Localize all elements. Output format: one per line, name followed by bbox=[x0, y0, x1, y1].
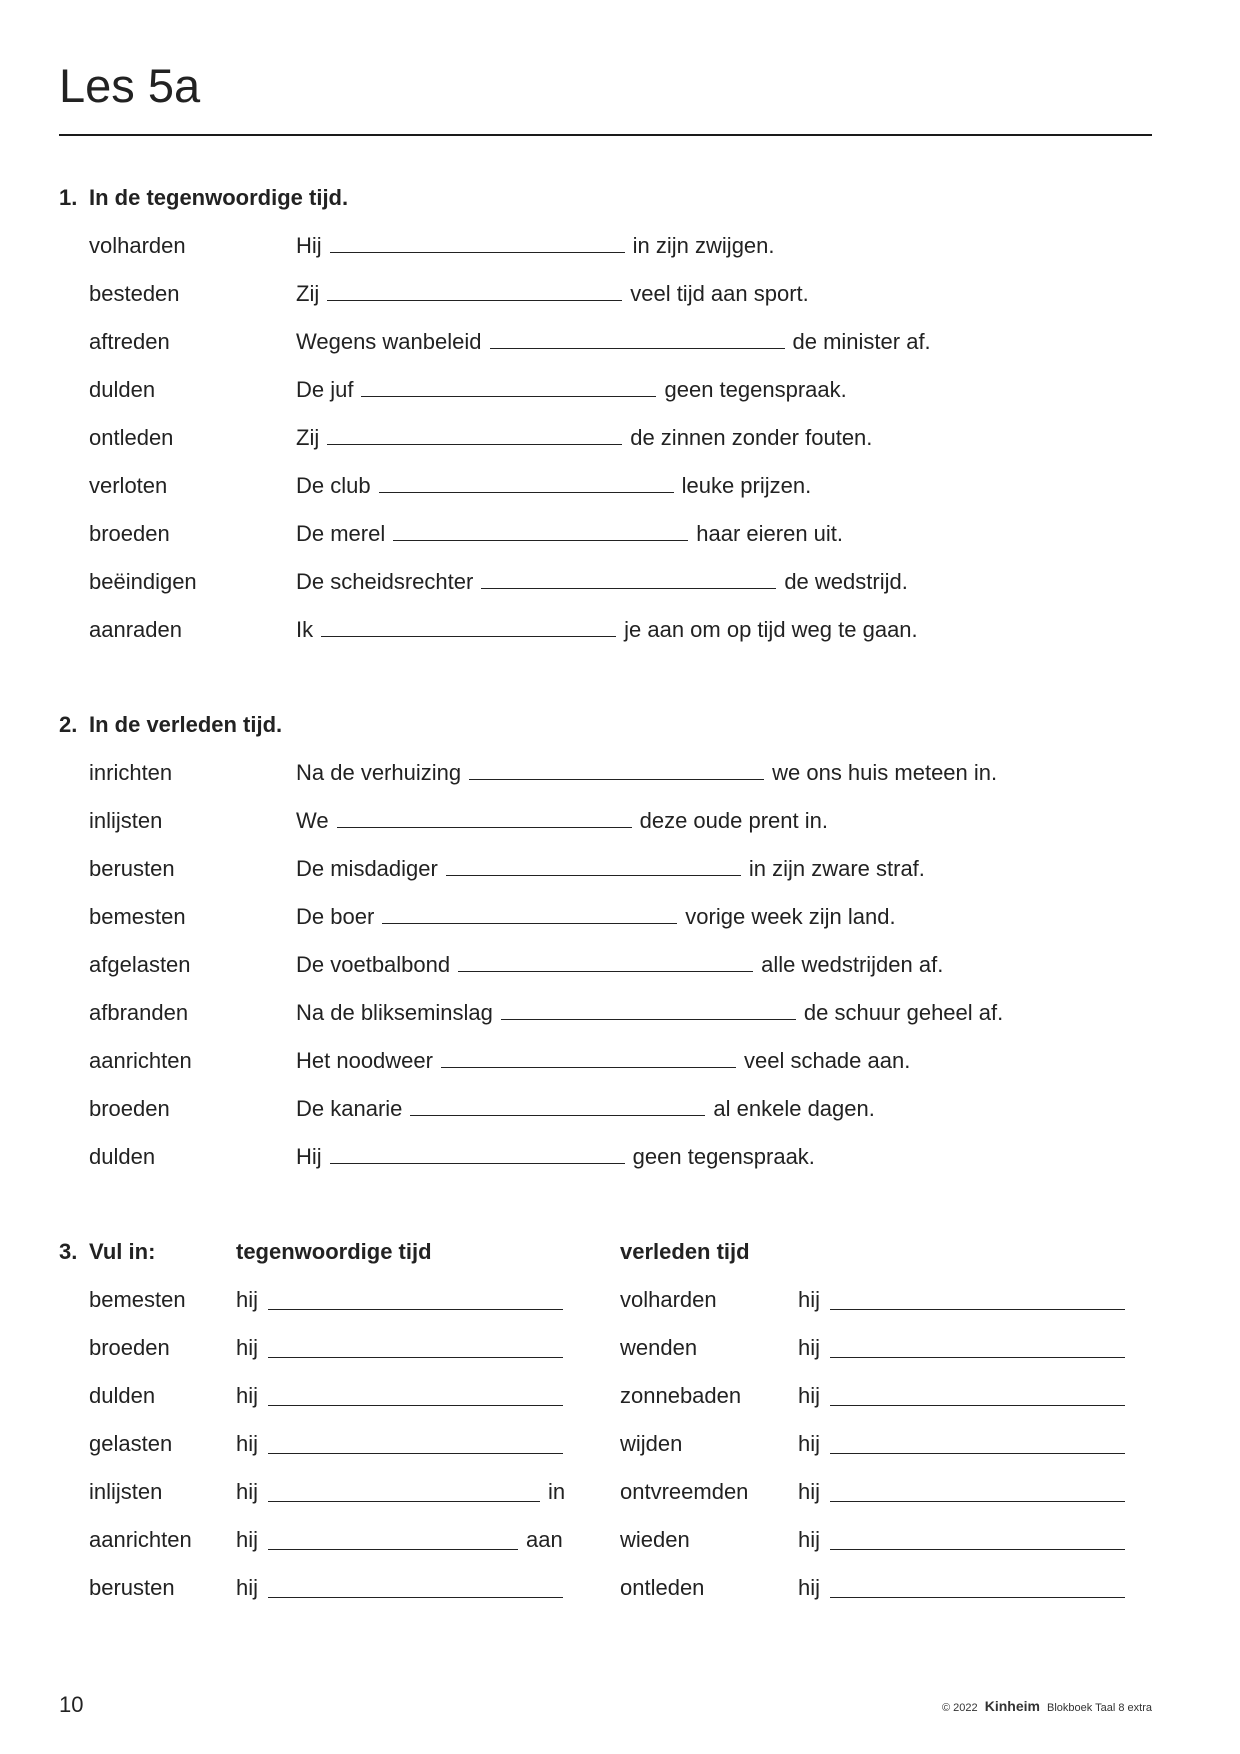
pronoun: hij bbox=[236, 1575, 259, 1600]
sentence-end: veel tijd aan sport. bbox=[630, 281, 809, 306]
sentence bbox=[296, 806, 828, 836]
sentence bbox=[296, 231, 775, 261]
answer-blank[interactable] bbox=[830, 1357, 1125, 1358]
sentence-start: De scheidsrechter bbox=[296, 569, 474, 594]
pronoun: hij bbox=[798, 1479, 821, 1504]
infinitive-verb: gelasten bbox=[89, 1431, 173, 1456]
sentence bbox=[296, 471, 811, 501]
infinitive-verb: wieden bbox=[620, 1527, 690, 1552]
page-number: 10 bbox=[59, 1692, 84, 1717]
sentence bbox=[296, 854, 925, 884]
pronoun: hij bbox=[798, 1335, 821, 1360]
answer-blank[interactable] bbox=[830, 1501, 1125, 1502]
infinitive-verb: bemesten bbox=[89, 904, 186, 929]
infinitive-verb: broeden bbox=[89, 1096, 170, 1121]
sentence-end: in zijn zwijgen. bbox=[632, 233, 775, 258]
sentence-start: Na de verhuizing bbox=[296, 760, 462, 785]
infinitive-verb: dulden bbox=[89, 1144, 156, 1169]
answer-blank[interactable] bbox=[382, 905, 677, 924]
section-3-heading bbox=[59, 1238, 155, 1266]
answer-blank[interactable] bbox=[830, 1597, 1125, 1598]
footer-copyright: © 2022 bbox=[942, 1702, 978, 1714]
answer-blank[interactable] bbox=[458, 953, 753, 972]
infinitive-verb: inlijsten bbox=[89, 808, 163, 833]
answer-blank[interactable] bbox=[481, 570, 776, 589]
sentence-end: vorige week zijn land. bbox=[685, 904, 896, 929]
fill-row-past bbox=[0, 1285, 1240, 1315]
sentence-end: leuke prijzen. bbox=[681, 473, 812, 498]
exercise-row bbox=[0, 1046, 1240, 1076]
exercise-row bbox=[0, 1142, 1240, 1172]
sentence bbox=[296, 279, 809, 309]
sentence-start: Ik bbox=[296, 617, 314, 642]
exercise-row bbox=[0, 471, 1240, 501]
sentence-start: We bbox=[296, 808, 329, 833]
sentence-end: de wedstrijd. bbox=[784, 569, 908, 594]
pronoun: hij bbox=[236, 1335, 259, 1360]
answer-blank[interactable] bbox=[361, 378, 656, 397]
infinitive-verb: bemesten bbox=[89, 1287, 186, 1312]
infinitive-verb: ontvreemden bbox=[620, 1479, 749, 1504]
pronoun: hij bbox=[236, 1527, 259, 1552]
infinitive-verb: ontleden bbox=[620, 1575, 705, 1600]
sentence-start: Zij bbox=[296, 425, 320, 450]
sentence-end: we ons huis meteen in. bbox=[772, 760, 998, 785]
sentence-start: Het noodweer bbox=[296, 1048, 433, 1073]
title-rule bbox=[59, 134, 1152, 136]
sentence bbox=[296, 758, 997, 788]
answer-blank[interactable] bbox=[830, 1453, 1125, 1454]
pronoun: hij bbox=[236, 1479, 259, 1504]
footer bbox=[942, 1698, 1152, 1714]
pronoun: hij bbox=[798, 1575, 821, 1600]
section-2-title: In de verleden tijd. bbox=[89, 712, 283, 737]
infinitive-verb: afgelasten bbox=[89, 952, 191, 977]
page-title: Les 5a bbox=[59, 59, 201, 112]
answer-blank[interactable] bbox=[321, 618, 616, 637]
exercise-row bbox=[0, 902, 1240, 932]
sentence bbox=[296, 1094, 875, 1124]
sentence bbox=[296, 902, 896, 932]
pronoun: hij bbox=[798, 1383, 821, 1408]
pronoun: hij bbox=[236, 1383, 259, 1408]
infinitive-verb: aanrichten bbox=[89, 1527, 192, 1552]
infinitive-verb: berusten bbox=[89, 1575, 175, 1600]
infinitive-verb: besteden bbox=[89, 281, 180, 306]
section-1-title: In de tegenwoordige tijd. bbox=[89, 185, 349, 210]
infinitive-verb: dulden bbox=[89, 1383, 156, 1408]
sentence bbox=[296, 950, 943, 980]
exercise-row bbox=[0, 758, 1240, 788]
exercise-row bbox=[0, 854, 1240, 884]
exercise-row bbox=[0, 327, 1240, 357]
exercise-row bbox=[0, 231, 1240, 261]
sentence bbox=[296, 375, 847, 405]
particle: in bbox=[548, 1479, 566, 1504]
fill-row-past bbox=[0, 1573, 1240, 1603]
infinitive-verb: aanrichten bbox=[89, 1048, 192, 1073]
sentence-end: al enkele dagen. bbox=[713, 1096, 875, 1121]
infinitive-verb: broeden bbox=[89, 1335, 170, 1360]
answer-blank[interactable] bbox=[830, 1309, 1125, 1310]
pronoun: hij bbox=[236, 1287, 259, 1312]
sentence-end: geen tegenspraak. bbox=[664, 377, 847, 402]
section-3-number: 3. bbox=[59, 1239, 78, 1264]
sentence-end: haar eieren uit. bbox=[696, 521, 844, 546]
sentence-start: De voetbalbond bbox=[296, 952, 451, 977]
column-heading-past: verleden tijd bbox=[620, 1239, 750, 1264]
infinitive-verb: afbranden bbox=[89, 1000, 189, 1025]
exercise-row bbox=[0, 998, 1240, 1028]
sentence-end: de schuur geheel af. bbox=[803, 1000, 1004, 1025]
fill-row-past bbox=[0, 1525, 1240, 1555]
exercise-row bbox=[0, 519, 1240, 549]
exercise-row bbox=[0, 279, 1240, 309]
sentence bbox=[296, 615, 918, 645]
fill-row-past bbox=[0, 1333, 1240, 1363]
infinitive-verb: inrichten bbox=[89, 760, 173, 785]
infinitive-verb: inlijsten bbox=[89, 1479, 163, 1504]
sentence-end: alle wedstrijden af. bbox=[761, 952, 944, 977]
infinitive-verb: wijden bbox=[620, 1431, 683, 1456]
sentence-start: De juf bbox=[296, 377, 354, 402]
sentence-end: geen tegenspraak. bbox=[632, 1144, 815, 1169]
section-1-heading bbox=[59, 184, 348, 212]
infinitive-verb: ontleden bbox=[89, 425, 174, 450]
infinitive-verb: berusten bbox=[89, 856, 175, 881]
pronoun: hij bbox=[236, 1431, 259, 1456]
fill-row-past bbox=[0, 1477, 1240, 1507]
sentence-end: in zijn zware straf. bbox=[748, 856, 925, 881]
exercise-row bbox=[0, 806, 1240, 836]
exercise-row bbox=[0, 375, 1240, 405]
sentence-end: veel schade aan. bbox=[743, 1048, 911, 1073]
infinitive-verb: aftreden bbox=[89, 329, 170, 354]
sentence-start: De misdadiger bbox=[296, 856, 438, 881]
sentence bbox=[296, 567, 908, 597]
fill-row-past bbox=[0, 1429, 1240, 1459]
answer-blank[interactable] bbox=[469, 761, 764, 780]
answer-blank[interactable] bbox=[446, 857, 741, 876]
sentence-start: Wegens wanbeleid bbox=[296, 329, 482, 354]
answer-blank[interactable] bbox=[441, 1049, 736, 1068]
sentence bbox=[296, 423, 872, 453]
infinitive-verb: volharden bbox=[620, 1287, 717, 1312]
footer-brand-logo: Kinheim bbox=[984, 1698, 1040, 1714]
sentence-end: deze oude prent in. bbox=[639, 808, 828, 833]
exercise-row bbox=[0, 423, 1240, 453]
infinitive-verb: dulden bbox=[89, 377, 156, 402]
infinitive-verb: wenden bbox=[620, 1335, 698, 1360]
sentence-start: De kanarie bbox=[296, 1096, 403, 1121]
section-2-heading bbox=[59, 711, 282, 739]
answer-blank[interactable] bbox=[410, 1097, 705, 1116]
infinitive-verb: aanraden bbox=[89, 617, 182, 642]
infinitive-verb: verloten bbox=[89, 473, 168, 498]
sentence-start: Zij bbox=[296, 281, 320, 306]
section-1-number: 1. bbox=[59, 185, 78, 210]
sentence-end: de zinnen zonder fouten. bbox=[630, 425, 873, 450]
sentence bbox=[296, 1142, 815, 1172]
answer-blank[interactable] bbox=[327, 282, 622, 301]
section-3-title: Vul in: bbox=[89, 1239, 156, 1264]
sentence-start: Hij bbox=[296, 1144, 322, 1169]
infinitive-verb: zonnebaden bbox=[620, 1383, 742, 1408]
answer-blank[interactable] bbox=[830, 1549, 1125, 1550]
answer-blank[interactable] bbox=[330, 1145, 625, 1164]
pronoun: hij bbox=[798, 1527, 821, 1552]
pronoun: hij bbox=[798, 1431, 821, 1456]
answer-blank[interactable] bbox=[501, 1001, 796, 1020]
particle: aan bbox=[526, 1527, 563, 1552]
exercise-row bbox=[0, 567, 1240, 597]
answer-blank[interactable] bbox=[330, 234, 625, 253]
sentence-start: De merel bbox=[296, 521, 386, 546]
pronoun: hij bbox=[798, 1287, 821, 1312]
column-heading-present: tegenwoordige tijd bbox=[236, 1239, 432, 1264]
exercise-row bbox=[0, 950, 1240, 980]
sentence bbox=[296, 1046, 910, 1076]
sentence-start: Hij bbox=[296, 233, 322, 258]
infinitive-verb: beëindigen bbox=[89, 569, 197, 594]
answer-blank[interactable] bbox=[327, 426, 622, 445]
sentence-start: De club bbox=[296, 473, 371, 498]
answer-blank[interactable] bbox=[393, 522, 688, 541]
sentence bbox=[296, 327, 931, 357]
sentence-start: De boer bbox=[296, 904, 375, 929]
answer-blank[interactable] bbox=[337, 809, 632, 828]
footer-book-title: Blokboek Taal 8 extra bbox=[1047, 1702, 1152, 1714]
exercise-row bbox=[0, 615, 1240, 645]
answer-blank[interactable] bbox=[830, 1405, 1125, 1406]
sentence-start: Na de blikseminslag bbox=[296, 1000, 493, 1025]
answer-blank[interactable] bbox=[490, 330, 785, 349]
sentence bbox=[296, 998, 1003, 1028]
section-2-number: 2. bbox=[59, 712, 78, 737]
infinitive-verb: volharden bbox=[89, 233, 186, 258]
sentence-end: je aan om op tijd weg te gaan. bbox=[624, 617, 918, 642]
exercise-row bbox=[0, 1094, 1240, 1124]
infinitive-verb: broeden bbox=[89, 521, 170, 546]
answer-blank[interactable] bbox=[379, 474, 674, 493]
sentence-end: de minister af. bbox=[792, 329, 931, 354]
fill-row-past bbox=[0, 1381, 1240, 1411]
sentence bbox=[296, 519, 843, 549]
